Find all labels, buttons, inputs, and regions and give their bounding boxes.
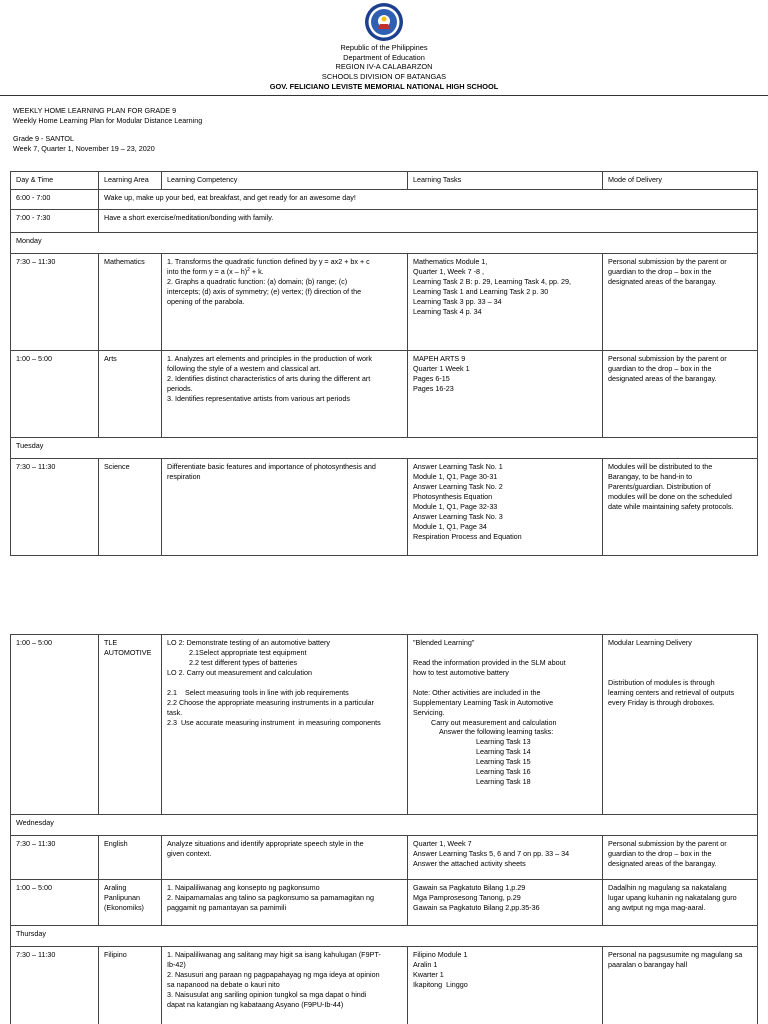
header-line: Republic of the Philippines xyxy=(340,43,428,52)
row-area: Araling Panlipunan (Ekonomiks) xyxy=(99,880,162,926)
plan-subtitle: Weekly Home Learning Plan for Modular Distance Learning xyxy=(13,115,203,125)
row-area: TLE AUTOMOTIVE xyxy=(99,635,162,815)
table-row-arts xyxy=(11,351,758,438)
grade-section: Grade 9 - SANTOL xyxy=(13,134,74,143)
row-area: Arts xyxy=(99,351,162,438)
day-label: Monday xyxy=(11,233,758,254)
row-area: Mathematics xyxy=(99,254,162,351)
learning-plan-table-continued xyxy=(10,634,758,1024)
row-delivery: Personal na pagsusumite ng magulang sa paaralan o barangay hall xyxy=(603,947,758,1024)
table-row-araling-panlipunan xyxy=(11,880,758,926)
row-competency: 1. Analyzes art elements and principles in the production of work following the style of a western and classical art. 2. Identifies distinct characteristics of arts during the different art periods. 3. Identifies representative artists from various art periods xyxy=(162,351,408,438)
row-competency: Analyze situations and identify appropriate speech style in the given context. xyxy=(162,836,408,880)
row-competency: LO 2: Demonstrate testing of an automotive battery 2.1Select appropriate test equipment 2.2 test different types of batteries LO 2. Carry out measurement and calculation 2.1 Select measuring tools in line with job requirements 2.2 Choose the appropriate measuring instruments in a particular task. 2.3 Use accurate measuring instrument in measuring components xyxy=(162,635,408,815)
header-learning-tasks: Learning Tasks xyxy=(408,172,603,190)
row-competency: 1. Transforms the quadratic function defined by y = ax2 + bx + c into the form y = a (x – h)$^2$ + k. 2. Graphs a quadratic function: (a) domain; (b) range; (c) intercepts; (d) axis of symmetry; (e) vertex; (f) direction of the opening of the parabola. xyxy=(162,254,408,351)
table-header-row xyxy=(11,172,758,190)
row-time: 1:00 – 5:00 xyxy=(11,351,99,438)
plan-intro xyxy=(13,106,202,153)
day-label: Tuesday xyxy=(11,438,758,459)
row-time: 1:00 – 5:00 xyxy=(11,880,99,926)
plan-title: WEEKLY HOME LEARNING PLAN FOR GRADE 9 xyxy=(13,106,177,115)
header-line: REGION IV-A CALABARZON xyxy=(335,62,433,72)
routine-time: 7:00 - 7:30 xyxy=(11,210,99,233)
routine-time: 6:00 - 7:00 xyxy=(11,190,99,210)
day-row-thursday xyxy=(11,926,758,947)
learning-plan-table xyxy=(10,171,758,556)
row-delivery: Personal submission by the parent or guardian to the drop – box in the designated areas of the barangay. xyxy=(603,836,758,880)
row-area: English xyxy=(99,836,162,880)
routine-text: Have a short exercise/meditation/bonding with family. xyxy=(99,210,758,233)
row-tasks: Quarter 1, Week 7 Answer Learning Tasks 5, 6 and 7 on pp. 33 – 34 Answer the attached activity sheets xyxy=(408,836,603,880)
row-tasks: Filipino Module 1 Aralin 1 Kwarter 1 Ikapitong Linggo xyxy=(408,947,603,1024)
row-time: 7:30 – 11:30 xyxy=(11,836,99,880)
header-day-time: Day & Time xyxy=(11,172,99,190)
table-row-science xyxy=(11,459,758,556)
row-area: Filipino xyxy=(99,947,162,1024)
row-delivery: Personal submission by the parent or guardian to the drop – box in the designated areas of the barangay. xyxy=(603,254,758,351)
row-competency: Differentiate basic features and importance of photosynthesis and respiration xyxy=(162,459,408,556)
row-time: 7:30 – 11:30 xyxy=(11,254,99,351)
table-row-mathematics xyxy=(11,254,758,351)
deped-seal-icon xyxy=(364,2,404,42)
header-learning-competency: Learning Competency xyxy=(162,172,408,190)
routine-text: Wake up, make up your bed, eat breakfast, and get ready for an awesome day! xyxy=(99,190,758,210)
header-line: SCHOOLS DIVISION OF BATANGAS xyxy=(321,71,447,81)
day-row-monday xyxy=(11,233,758,254)
row-tasks: MAPEH ARTS 9 Quarter 1 Week 1 Pages 6-15 Pages 16-23 xyxy=(408,351,603,438)
header-line: Department of Education xyxy=(343,52,425,62)
header-divider xyxy=(0,95,768,96)
table-row-english xyxy=(11,836,758,880)
row-area: Science xyxy=(99,459,162,556)
table-row xyxy=(11,190,758,210)
row-delivery: Personal submission by the parent or guardian to the drop – box in the designated areas of the barangay. xyxy=(603,351,758,438)
week-info: Week 7, Quarter 1, November 19 – 23, 2020 xyxy=(13,143,155,153)
day-row-wednesday xyxy=(11,815,758,836)
letterhead xyxy=(0,43,768,91)
row-tasks: Gawain sa Pagkatuto Bilang 1,p.29 Mga Pamprosesong Tanong, p.29 Gawain sa Pagkatuto Bilang 2,pp.35-36 xyxy=(408,880,603,926)
row-delivery: Modules will be distributed to the Barangay, to be hand-in to Parents/guardian. Distribution of modules will be done on the scheduled date while maintaining safety protocols. xyxy=(603,459,758,556)
row-tasks: Mathematics Module 1, Quarter 1, Week 7 -8 , Learning Task 2 B: p. 29, Learning Task 4, pp. 29, Learning Task 1 and Learning Task 2 p. 30 Learning Task 3 pp. 33 – 34 Learning Task 4 p. 34 xyxy=(408,254,603,351)
table-row xyxy=(11,210,758,233)
row-tasks: Answer Learning Task No. 1 Module 1, Q1, Page 30-31 Answer Learning Task No. 2 Photosynthesis Equation Module 1, Q1, Page 32-33 Answer Learning Task No. 3 Module 1, Q1, Page 34 Respiration Process and Equation xyxy=(408,459,603,556)
header-learning-area: Learning Area xyxy=(99,172,162,190)
row-time: 1:00 – 5:00 xyxy=(11,635,99,815)
day-label: Wednesday xyxy=(11,815,758,836)
header-mode-of-delivery: Mode of Delivery xyxy=(603,172,758,190)
row-time: 7:30 – 11:30 xyxy=(11,947,99,1024)
row-time: 7:30 – 11:30 xyxy=(11,459,99,556)
day-label: Thursday xyxy=(11,926,758,947)
school-name: GOV. FELICIANO LEVISTE MEMORIAL NATIONAL HIGH SCHOOL xyxy=(269,81,499,91)
row-tasks: "Blended Learning" Read the information provided in the SLM about how to test automotive battery Note: Other activities are included in the Supplementary Learning Task in Automotive Servicing. Carry out measurement and calculation Answer the following learning tasks: Learning Task 13 Learning Task 14 Learning Task 15 Learning Task 16 Learning Task 18 xyxy=(408,635,603,815)
row-competency: 1. Naipaliliwanag ang salitang may higit sa isang kahulugan (F9PT- Ib-42) 2. Nasusuri ang paraan ng pagpapahayag ng mga ideya at opinion sa napanood na debate o kauri nito 3. Naisusulat ang sariling opinion tungkol sa mga dapat o hindi dapat na katangian ng kabataang Asyano (F9PU-Ib-44) xyxy=(162,947,408,1024)
table-row-filipino xyxy=(11,947,758,1024)
row-competency: 1. Naipaliliwanag ang konsepto ng pagkonsumo 2. Naipamamalas ang talino sa pagkonsumo sa pamamagitan ng paggamit ng pamantayan sa pamimili xyxy=(162,880,408,926)
table-row-tle xyxy=(11,635,758,815)
row-delivery: Dadalhin ng magulang sa nakatalang lugar upang kuhanin ng nakatalang guro ang awtput ng mga mag-aaral. xyxy=(603,880,758,926)
row-delivery: Modular Learning Delivery Distribution of modules is through learning centers and retrieval of outputs every Friday is through droboxes. xyxy=(603,635,758,815)
day-row-tuesday xyxy=(11,438,758,459)
